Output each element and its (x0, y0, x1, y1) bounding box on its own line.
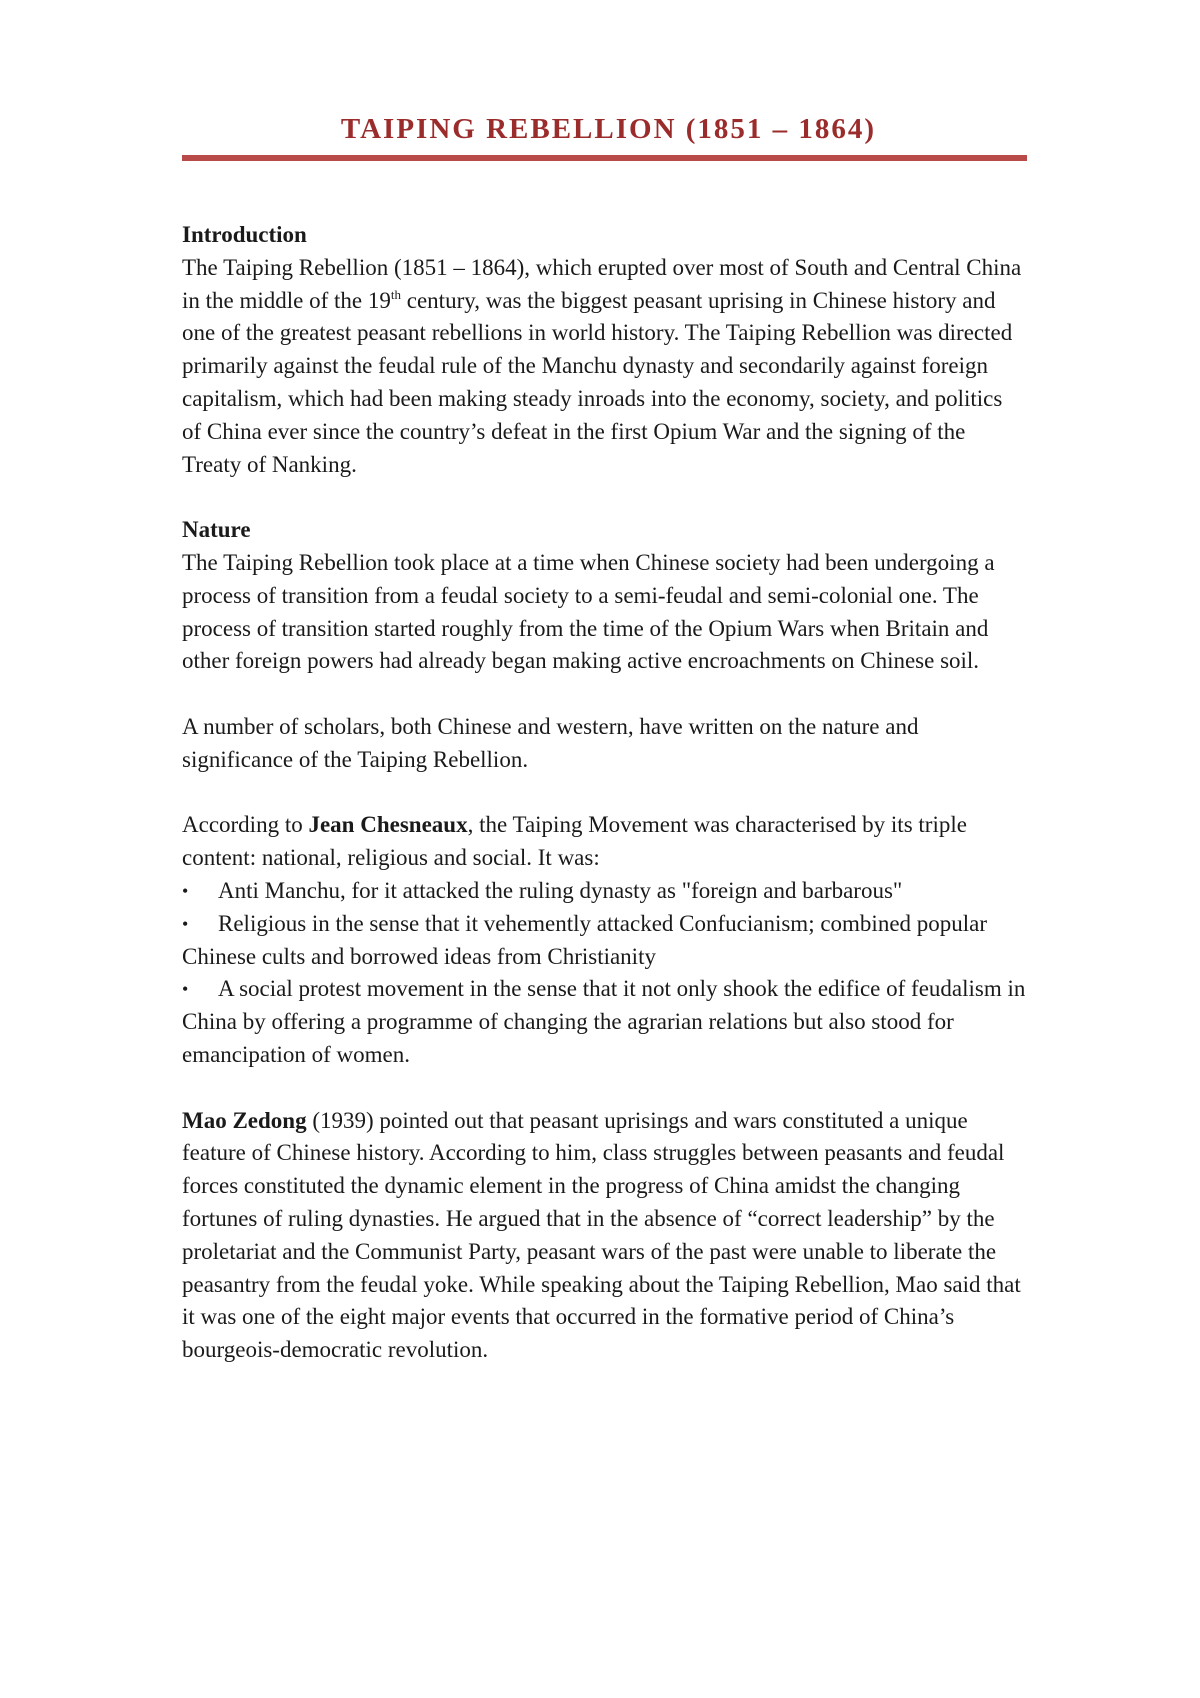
introduction-heading: Introduction (182, 222, 307, 247)
chesneaux-intro-a: According to (182, 812, 309, 838)
introduction-text-part-a: The Taiping Rebellion (1851 – 1864), which erupted over most of South and Central China in the middle of the 19 (182, 254, 1022, 313)
bullet-text: Religious in the sense that it vehemently attacked Confucianism; combined popular Chinese cults and borrowed ideas from Christianity (182, 910, 988, 969)
list-item (182, 908, 1027, 974)
bullet-icon: • (182, 913, 189, 934)
bullet-text: Anti Manchu, for it attacked the ruling dynasty as "foreign and barbarous" (218, 877, 903, 903)
bullet-icon: • (182, 979, 189, 1000)
list-item (182, 875, 1027, 908)
spacer (182, 678, 1027, 711)
chesneaux-bullet-list (182, 875, 1027, 1072)
document-title: TAIPING REBELLION (1851 – 1864) (340, 113, 877, 145)
document-page (182, 108, 1027, 1367)
spacer (182, 1072, 1027, 1105)
mao-paragraph (182, 1105, 1027, 1367)
superscript-th: th (390, 286, 402, 302)
chesneaux-paragraph (182, 809, 1027, 875)
nature-paragraph-1: The Taiping Rebellion took place at a time when Chinese society had been undergoing a process of transition from a feudal society to a semi-feudal and semi-colonial one. The process of transition started roughly from the time of the Opium Wars when Britain and other foreign powers had already began making active encroachments on Chinese soil. (182, 549, 995, 674)
title-underline (182, 155, 1027, 161)
chesneaux-intro-b: , the Taiping Movement was characterised by its triple content: national, religious and social. It was: (182, 812, 967, 871)
nature-heading: Nature (182, 517, 251, 543)
chesneaux-name: Jean Chesneaux (308, 812, 468, 838)
bullet-icon: • (182, 880, 189, 901)
nature-paragraph-2: A number of scholars, both Chinese and western, have written on the nature and significance of the Taiping Rebellion. (182, 713, 919, 772)
introduction-text-part-b: century, was the biggest peasant uprising in Chinese history and one of the greatest peasant rebellions in world history. The Taiping Rebellion was directed primarily against the feudal rule of the Manchu dynasty and secondarily against foreign capitalism, which had been making steady inroads into the economy, society, and politics of China ever since the country’s defeat in the first Opium War and the signing of the Treaty of Nanking. (182, 287, 1013, 477)
bullet-text: A social protest movement in the sense that it not only shook the edifice of feudalism in China by offering a programme of changing the agrarian relations but also stood for emancipation of women. (182, 976, 1026, 1067)
mao-text: (1939) pointed out that peasant uprisings and wars constituted a unique feature of Chinese history. According to him, class struggles between peasants and feudal forces constituted the dynamic element in the progress of China amidst the changing fortunes of ruling dynasties. He argued that in the absence of “correct leadership” by the proletariat and the Communist Party, peasant wars of the past were unable to liberate the peasantry from the feudal yoke. While speaking about the Taiping Rebellion, Mao said that it was one of the eight major events that occurred in the formative period of China’s bourgeois-democratic revolution. (182, 1107, 1021, 1363)
introduction-paragraph (182, 252, 1027, 482)
document-body (182, 219, 1027, 1367)
spacer (182, 481, 1027, 514)
spacer (182, 777, 1027, 810)
mao-name: Mao Zedong (182, 1107, 307, 1133)
list-item (182, 973, 1027, 1071)
